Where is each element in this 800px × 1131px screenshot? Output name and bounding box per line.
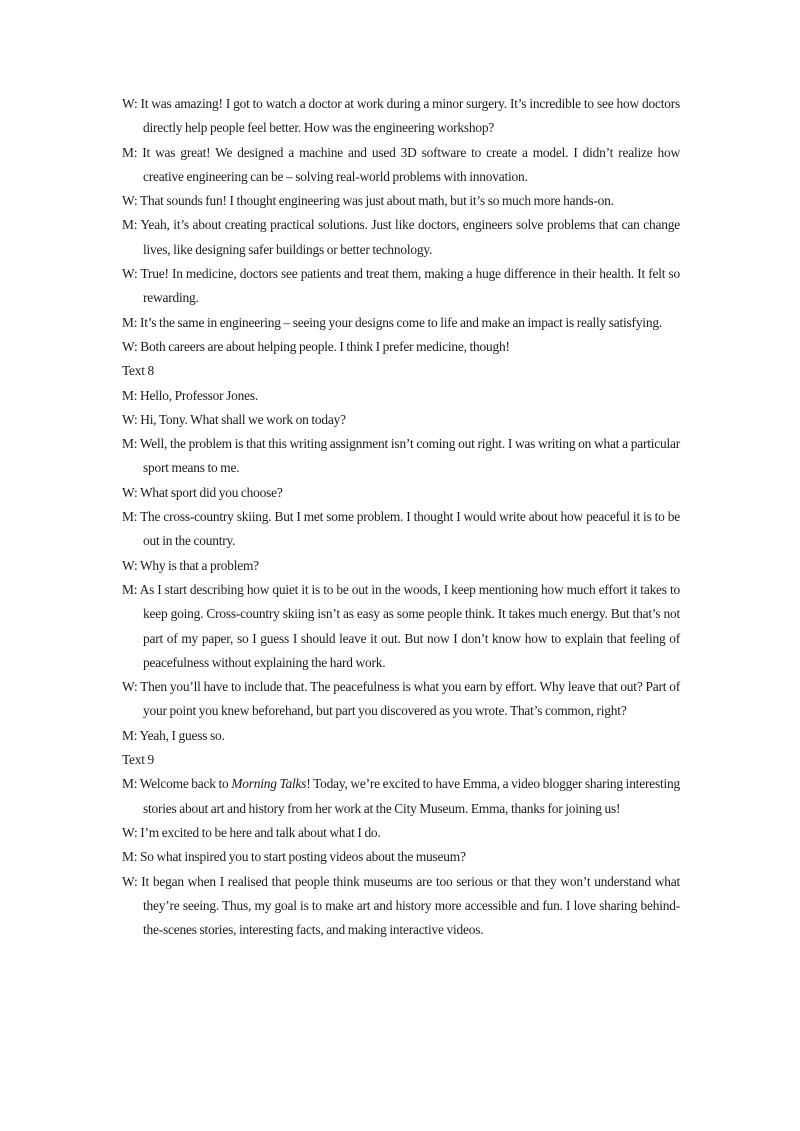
dialogue-text xyxy=(140,339,510,354)
dialogue-segment: It began when I realised that people think museums are too serious or that they won’t understand what they’re seeing. Thus, my goal is to make art and history more accessible and fun. I love sharing behind-the-scenes stories, interesting facts, and making interactive videos. xyxy=(141,873,680,938)
dialogue-segment: Welcome back to xyxy=(139,776,232,792)
dialogue-segment: Why is that a problem? xyxy=(139,557,259,573)
speaker-label: M: xyxy=(122,387,140,403)
dialogue-text xyxy=(140,193,614,208)
dialogue-text xyxy=(140,436,680,475)
speaker-label: M: xyxy=(122,776,140,792)
speaker-label: W: xyxy=(122,484,140,500)
dialogue-segment: It was amazing! I got to watch a doctor at work during a minor surgery. It’s incredible to see how doctors directly help people feel better. How was the engineering workshop? xyxy=(140,96,680,136)
dialogue-segment: I’m excited to be here and talk about what I do. xyxy=(140,824,381,840)
speaker-label: M: xyxy=(122,727,140,743)
dialogue-text xyxy=(140,315,662,330)
transcript-paragraph xyxy=(122,724,680,748)
dialogue-text xyxy=(140,485,283,500)
dialogue-segment: The cross-country skiing. But I met some problem. I thought I would write about how peaceful it is to be out in the country. xyxy=(140,509,680,549)
speaker-label: W: xyxy=(122,266,141,282)
text-section-heading: Text 8 xyxy=(122,363,155,379)
transcript-paragraph xyxy=(122,432,680,481)
transcript-paragraph xyxy=(122,141,680,190)
dialogue-segment: Then you’ll have to include that. The peacefulness is what you earn by effort. Why leave that out? Part of your point you knew beforehand, but part you discovered as you wrote. That’s common, right? xyxy=(140,679,680,719)
transcript-paragraph xyxy=(122,578,680,675)
speaker-label: W: xyxy=(122,679,141,695)
transcript-paragraph xyxy=(122,408,680,432)
transcript-paragraph xyxy=(122,821,680,845)
transcript-paragraph xyxy=(122,92,680,141)
dialogue-text xyxy=(140,679,680,718)
text-section-heading: Text 9 xyxy=(122,752,155,768)
transcript-paragraph xyxy=(122,505,680,554)
dialogue-segment: True! In medicine, doctors see patients and treat them, making a huge difference in their health. It felt so rewarding. xyxy=(140,266,680,306)
dialogue-text xyxy=(140,266,680,305)
dialogue-segment: It was great! We designed a machine and used 3D software to create a model. I didn’t realize how creative engineering can be – solving real-world problems with innovation. xyxy=(142,144,680,184)
dialogue-text xyxy=(140,558,259,573)
dialogue-segment: ! Today, we’re excited to have Emma, a video blogger sharing interesting stories about art and history from her work at the City Museum. Emma, thanks for joining us! xyxy=(143,776,680,816)
speaker-label: W: xyxy=(122,824,141,840)
speaker-label: W: xyxy=(122,873,142,889)
speaker-label: W: xyxy=(122,193,140,209)
dialogue-segment: Yeah, I guess so. xyxy=(139,727,225,743)
transcript xyxy=(122,92,680,942)
speaker-label: M: xyxy=(122,217,141,233)
transcript-paragraph xyxy=(122,675,680,724)
speaker-label: W: xyxy=(122,338,141,354)
transcript-paragraph xyxy=(122,384,680,408)
speaker-label: M: xyxy=(122,849,140,865)
dialogue-segment: Hello, Professor Jones. xyxy=(139,387,259,403)
dialogue-text xyxy=(140,825,380,840)
speaker-label: W: xyxy=(122,96,141,111)
transcript-paragraph xyxy=(122,189,680,213)
dialogue-text xyxy=(140,582,680,670)
dialogue-text xyxy=(140,412,346,427)
dialogue-text xyxy=(140,509,680,548)
dialogue-segment: Well, the problem is that this writing assignment isn’t coming out right. I was writing on what a particular sport means to me. xyxy=(139,436,681,476)
transcript-paragraph xyxy=(122,481,680,505)
transcript-paragraph xyxy=(122,262,680,311)
transcript-paragraph xyxy=(122,772,680,821)
speaker-label: W: xyxy=(122,557,140,573)
dialogue-segment: It’s the same in engineering – seeing your designs come to life and make an impact is really satisfying. xyxy=(139,314,662,330)
dialogue-text xyxy=(141,874,680,938)
dialogue-text xyxy=(140,388,258,403)
dialogue-text xyxy=(140,776,680,815)
dialogue-segment: That sounds fun! I thought engineering was just about math, but it’s so much more hands-on. xyxy=(139,193,614,209)
dialogue-text xyxy=(140,217,680,256)
transcript-paragraph xyxy=(122,554,680,578)
dialogue-text xyxy=(141,96,681,135)
speaker-label: M: xyxy=(122,314,140,330)
dialogue-segment: Hi, Tony. What shall we work on today? xyxy=(140,411,346,427)
dialogue-segment: As I start describing how quiet it is to be out in the woods, I keep mentioning how much effort it takes to keep going. Cross-country skiing isn’t as easy as some people think. It takes much energy. But that’s not part of my paper, so I guess I should leave it out. But now I don’t know how to explain that feeling of peacefulness without explaining the hard work. xyxy=(139,581,680,670)
dialogue-segment: What sport did you choose? xyxy=(139,484,283,500)
transcript-paragraph xyxy=(122,870,680,943)
transcript-paragraph xyxy=(122,213,680,262)
speaker-label: M: xyxy=(122,436,140,452)
speaker-label: M: xyxy=(122,509,141,525)
speaker-label: M: xyxy=(122,144,143,160)
transcript-paragraph xyxy=(122,311,680,335)
speaker-label: W: xyxy=(122,411,141,427)
dialogue-text xyxy=(142,145,680,184)
dialogue-segment: Yeah, it’s about creating practical solutions. Just like doctors, engineers solve problems that can change lives, like designing safer buildings or better technology. xyxy=(140,217,681,257)
dialogue-text xyxy=(140,849,466,864)
italic-title-text: Morning Talks xyxy=(231,776,307,792)
transcript-paragraph xyxy=(122,845,680,869)
transcript-paragraph xyxy=(122,335,680,359)
dialogue-segment: So what inspired you to start posting videos about the museum? xyxy=(139,849,466,865)
speaker-label: M: xyxy=(122,581,140,597)
dialogue-text xyxy=(139,728,224,743)
dialogue-segment: Both careers are about helping people. I think I prefer medicine, though! xyxy=(140,338,510,354)
